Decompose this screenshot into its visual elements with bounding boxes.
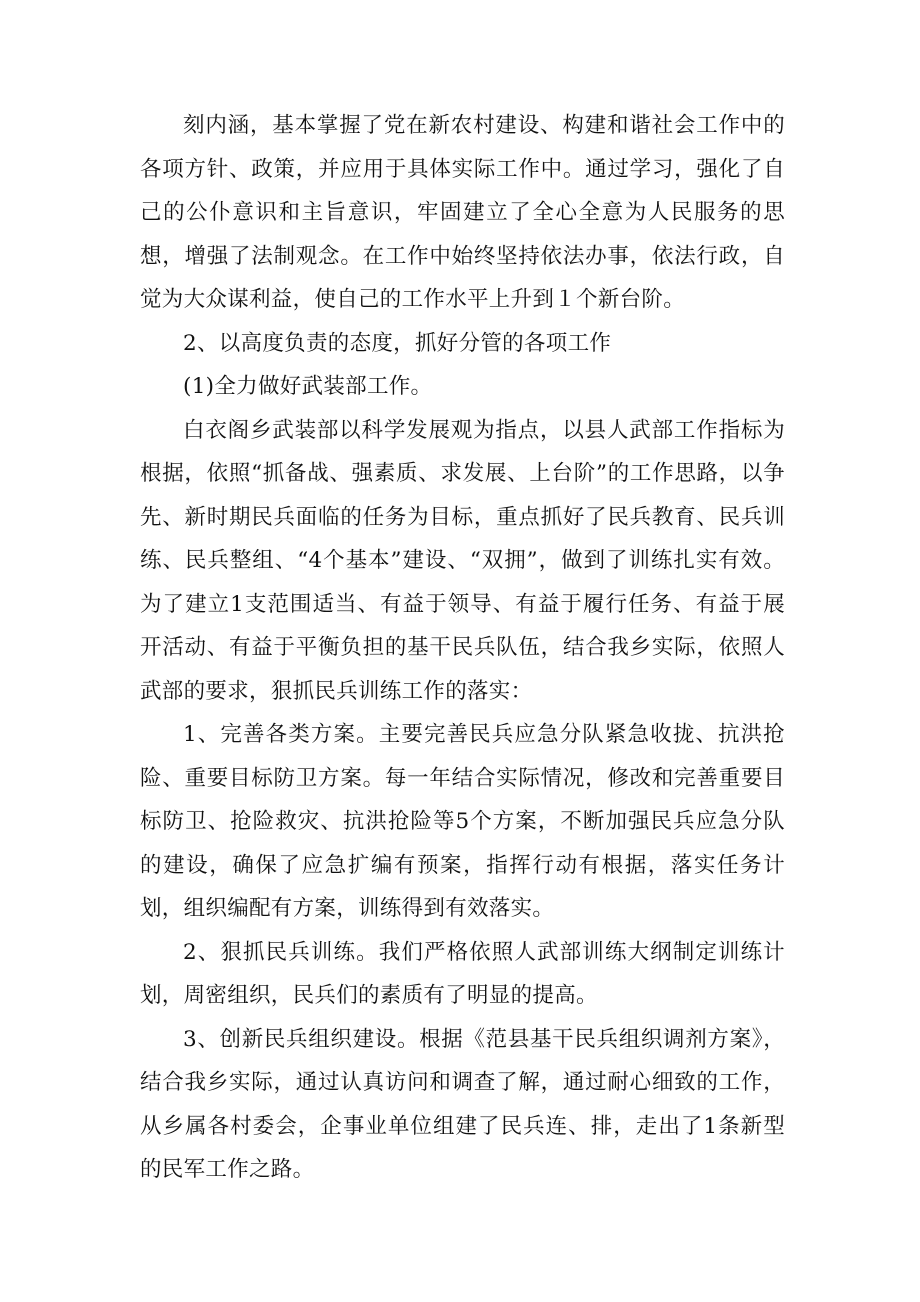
document-body	[140, 104, 785, 1192]
paragraph-item-3: 3、创新民兵组织建设。根据《范县基干民兵组织调剂方案》，结合我乡实际，通过认真访问和调查了解，通过耐心细致的工作，从乡属各村委会，企事业单位组建了民兵连、排，走出了1条新型的民军工作之路。	[140, 1026, 785, 1182]
subsection-heading-1: (1)全力做好武装部工作。	[183, 374, 433, 399]
paragraph-armed-forces: 白衣阁乡武装部以科学发展观为指点，以县人武部工作指标为根据，依照“抓备战、强素质、求发展、上台阶”的工作思路，以争先、新时期民兵面临的任务为目标，重点抓好了民兵教育、民兵训练、民兵整组、“4个基本”建设、“双拥”，做到了训练扎实有效。为了建立1支范围适当、有益于领导、有益于履行任务、有益于展开活动、有益于平衡负担的基干民兵队伍，结合我乡实际，依照人武部的要求，狠抓民兵训练工作的落实：	[140, 417, 785, 704]
paragraph-continuation: 刻内涵，基本掌握了党在新农村建设、构建和谐社会工作中的各项方针、政策，并应用于具体实际工作中。通过学习，强化了自己的公仆意识和主旨意识，牢固建立了全心全意为人民服务的思想，增强了法制观念。在工作中始终坚持依法办事，依法行政，自觉为大众谋利益，使自己的工作水平上升到１个新台阶。	[140, 113, 785, 312]
paragraph-item-2: 2、狠抓民兵训练。我们严格依照人武部训练大纲制定训练计划，周密组织，民兵们的素质有了明显的提高。	[140, 939, 785, 1008]
paragraph-item-1: 1、完善各类方案。主要完善民兵应急分队紧急收拢、抗洪抢险、重要目标防卫方案。每一年结合实际情况，修改和完善重要目标防卫、抢险救灾、抗洪抢险等5个方案，不断加强民兵应急分队的建设，确保了应急扩编有预案，指挥行动有根据，落实任务计划，组织编配有方案，训练得到有效落实。	[140, 722, 785, 921]
section-heading-2: 2、以高度负责的态度，抓好分管的各项工作	[183, 330, 612, 356]
